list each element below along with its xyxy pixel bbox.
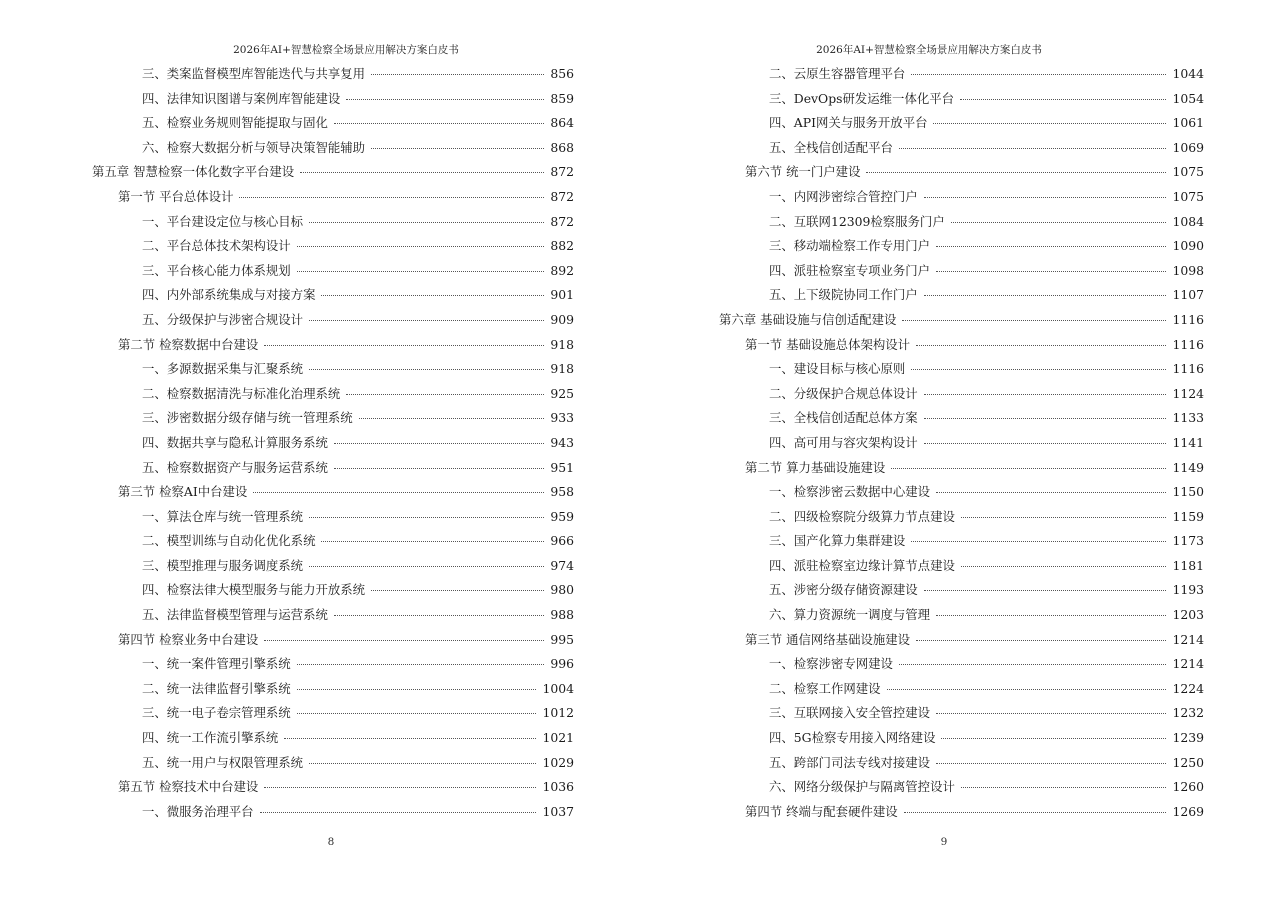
entry-page-number: 1084 [1172, 213, 1204, 229]
dot-leader [264, 640, 544, 641]
toc-subsection-entry[interactable] [92, 505, 574, 530]
toc-subsection-entry[interactable] [719, 726, 1204, 751]
toc-subsection-entry[interactable] [719, 480, 1204, 505]
toc-subsection-entry[interactable] [92, 308, 574, 333]
dot-leader [371, 590, 544, 591]
entry-title: 二、云原生容器管理平台 [769, 66, 906, 81]
entry-page-number: 1090 [1172, 238, 1204, 254]
toc-subsection-entry[interactable] [92, 210, 574, 235]
dot-leader [936, 615, 1166, 616]
entry-title: 四、法律知识图谱与案例库智能建设 [142, 90, 341, 106]
entry-title: 三、类案监督模型库智能迭代与共享复用 [142, 66, 366, 81]
toc-subsection-entry[interactable] [92, 554, 574, 579]
entry-page-number: 925 [550, 385, 574, 401]
entry-page-number: 1012 [542, 705, 574, 721]
dot-leader [284, 738, 536, 739]
entry-title: 五、统一用户与权限管理系统 [142, 754, 304, 770]
toc-chapter-entry[interactable] [719, 308, 1204, 333]
dot-leader [924, 394, 1167, 395]
entry-page-number: 1214 [1172, 656, 1204, 672]
dot-leader [924, 295, 1167, 296]
entry-title: 六、检察大数据分析与领导决策智能辅助 [142, 139, 366, 155]
dot-leader [936, 271, 1166, 272]
entry-title: 四、内外部系统集成与对接方案 [142, 287, 316, 303]
entry-page-number: 1239 [1172, 730, 1204, 746]
entry-page-number: 959 [550, 508, 574, 524]
dot-leader [371, 148, 544, 149]
entry-page-number: 1044 [1172, 66, 1204, 81]
dot-leader [924, 197, 1167, 198]
entry-title: 二、分级保护合规总体设计 [769, 385, 918, 401]
toc-subsection-entry[interactable] [719, 136, 1204, 161]
dot-leader [297, 689, 537, 690]
toc-subsection-entry[interactable] [719, 111, 1204, 136]
entry-page-number: 918 [550, 361, 574, 377]
toc-subsection-entry[interactable] [719, 775, 1204, 800]
right-page [633, 0, 1265, 898]
entry-title: 三、统一电子卷宗管理系统 [142, 705, 291, 721]
entry-title: 三、互联网接入安全管控建设 [769, 705, 931, 721]
entry-page-number: 1150 [1172, 484, 1204, 500]
entry-page-number: 859 [550, 90, 574, 106]
dot-leader [309, 566, 544, 567]
entry-title: 五、全栈信创适配平台 [769, 139, 893, 155]
toc-subsection-entry[interactable] [719, 382, 1204, 407]
dot-leader [309, 517, 544, 518]
entry-page-number: 995 [550, 631, 574, 647]
dot-leader [887, 689, 1167, 690]
entry-title: 一、内网涉密综合管控门户 [769, 188, 918, 204]
dot-leader [371, 74, 544, 75]
entry-page-number: 966 [550, 533, 574, 549]
entry-page-number: 872 [550, 188, 574, 204]
toc-section-entry[interactable] [719, 628, 1204, 653]
entry-title: 第四节 检察业务中台建设 [118, 631, 259, 647]
dot-leader [334, 443, 544, 444]
entry-page-number: 1069 [1172, 139, 1204, 155]
dot-leader [961, 517, 1167, 518]
entry-title: 二、互联网12309检察服务门户 [769, 213, 945, 229]
toc-subsection-entry[interactable] [719, 677, 1204, 702]
toc-subsection-entry[interactable] [719, 431, 1204, 456]
entry-title: 四、检察法律大模型服务与能力开放系统 [142, 582, 366, 598]
toc-subsection-entry[interactable] [92, 62, 574, 87]
entry-page-number: 909 [550, 311, 574, 327]
toc-subsection-entry[interactable] [92, 578, 574, 603]
entry-title: 五、检察数据资产与服务运营系统 [142, 459, 328, 475]
dot-leader [297, 664, 545, 665]
toc-subsection-entry[interactable] [719, 751, 1204, 776]
dot-leader [904, 812, 1167, 813]
dot-leader [916, 640, 1166, 641]
dot-leader [309, 222, 544, 223]
entry-page-number: 1061 [1172, 115, 1204, 131]
toc-subsection-entry[interactable] [719, 701, 1204, 726]
toc-subsection-entry[interactable] [92, 800, 574, 825]
dot-leader [239, 197, 544, 198]
entry-title: 三、全栈信创适配总体方案 [769, 410, 918, 426]
entry-page-number: 1224 [1172, 680, 1204, 696]
toc-subsection-entry[interactable] [719, 210, 1204, 235]
toc-subsection-entry[interactable] [92, 136, 574, 161]
entry-title: 一、算法仓库与统一管理系统 [142, 508, 304, 524]
toc-subsection-entry[interactable] [719, 529, 1204, 554]
entry-title: 第六节 统一门户建设 [745, 164, 861, 180]
toc-section-entry[interactable] [92, 480, 574, 505]
dot-leader [334, 468, 544, 469]
entry-page-number: 933 [550, 410, 574, 426]
entry-page-number: 1159 [1172, 508, 1204, 524]
entry-title: 一、检察涉密专网建设 [769, 656, 893, 672]
toc-subsection-entry[interactable] [92, 406, 574, 431]
entry-page-number: 1037 [542, 803, 574, 819]
dot-leader [260, 812, 537, 813]
entry-page-number: 988 [550, 607, 574, 623]
dot-leader [309, 763, 536, 764]
dot-leader [866, 172, 1166, 173]
entry-title: 四、5G检察专用接入网络建设 [769, 730, 936, 746]
dot-leader [297, 271, 545, 272]
entry-title: 五、检察业务规则智能提取与固化 [142, 115, 328, 131]
entry-title: 第一节 平台总体设计 [118, 188, 234, 204]
entry-title: 第三节 通信网络基础设施建设 [745, 631, 911, 647]
entry-title: 四、高可用与容灾架构设计 [769, 434, 918, 450]
entry-page-number: 1116 [1172, 361, 1204, 377]
entry-page-number: 1004 [542, 680, 574, 696]
entry-title: 一、微服务治理平台 [142, 803, 254, 819]
page-number: 8 [327, 836, 335, 848]
dot-leader [321, 541, 544, 542]
toc-subsection-entry[interactable] [719, 259, 1204, 284]
entry-title: 第四节 终端与配套硬件建设 [745, 803, 898, 819]
entry-page-number: 892 [550, 262, 574, 278]
entry-page-number: 1036 [542, 779, 574, 795]
toc-subsection-entry[interactable] [92, 652, 574, 677]
toc-subsection-entry[interactable] [92, 87, 574, 112]
entry-page-number: 1203 [1172, 607, 1204, 623]
entry-title: 一、统一案件管理引擎系统 [142, 656, 291, 672]
dot-leader [891, 468, 1166, 469]
toc-section-entry[interactable] [92, 775, 574, 800]
entry-page-number: 1124 [1172, 385, 1204, 401]
toc-subsection-entry[interactable] [92, 234, 574, 259]
entry-title: 五、涉密分级存储资源建设 [769, 582, 918, 598]
toc-subsection-entry[interactable] [92, 456, 574, 481]
entry-page-number: 1141 [1172, 434, 1204, 450]
toc-subsection-entry[interactable] [719, 87, 1204, 112]
entry-title: 四、派驻检察室专项业务门户 [769, 262, 931, 278]
toc-subsection-entry[interactable] [92, 357, 574, 382]
entry-page-number: 1054 [1172, 90, 1204, 106]
dot-leader [902, 320, 1166, 321]
dot-leader [924, 418, 1167, 419]
dot-leader [297, 713, 537, 714]
entry-page-number: 1173 [1172, 533, 1204, 549]
table-of-contents [719, 62, 1204, 824]
entry-title: 五、跨部门司法专线对接建设 [769, 754, 931, 770]
toc-section-entry[interactable] [719, 456, 1204, 481]
entry-title: 三、DevOps研发运维一体化平台 [769, 90, 955, 106]
entry-page-number: 1232 [1172, 705, 1204, 721]
entry-title: 五、分级保护与涉密合规设计 [142, 311, 304, 327]
dot-leader [334, 615, 544, 616]
dot-leader [936, 246, 1166, 247]
entry-page-number: 1029 [542, 754, 574, 770]
toc-subsection-entry[interactable] [719, 505, 1204, 530]
entry-title: 五、法律监督模型管理与运营系统 [142, 607, 328, 623]
entry-page-number: 1214 [1172, 631, 1204, 647]
toc-section-entry[interactable] [719, 800, 1204, 825]
left-page [0, 0, 632, 898]
dot-leader [924, 443, 1167, 444]
toc-subsection-entry[interactable] [719, 357, 1204, 382]
entry-title: 二、统一法律监督引擎系统 [142, 680, 291, 696]
entry-page-number: 1075 [1172, 164, 1204, 180]
toc-subsection-entry[interactable] [719, 578, 1204, 603]
dot-leader [321, 295, 544, 296]
entry-title: 三、国产化算力集群建设 [769, 533, 906, 549]
entry-page-number: 1181 [1172, 557, 1204, 573]
entry-title: 一、检察涉密云数据中心建设 [769, 484, 931, 500]
dot-leader [936, 713, 1166, 714]
entry-title: 第一节 基础设施总体架构设计 [745, 336, 911, 352]
entry-page-number: 1107 [1172, 287, 1204, 303]
toc-section-entry[interactable] [92, 628, 574, 653]
entry-page-number: 958 [550, 484, 574, 500]
entry-page-number: 1021 [542, 730, 574, 746]
toc-subsection-entry[interactable] [719, 652, 1204, 677]
entry-title: 三、涉密数据分级存储与统一管理系统 [142, 410, 353, 426]
entry-title: 二、四级检察院分级算力节点建设 [769, 508, 955, 524]
entry-page-number: 1098 [1172, 262, 1204, 278]
entry-page-number: 951 [550, 459, 574, 475]
toc-subsection-entry[interactable] [92, 431, 574, 456]
toc-subsection-entry[interactable] [719, 234, 1204, 259]
toc-section-entry[interactable] [719, 160, 1204, 185]
dot-leader [911, 369, 1166, 370]
entry-title: 三、平台核心能力体系规划 [142, 262, 291, 278]
toc-subsection-entry[interactable] [719, 554, 1204, 579]
dot-leader [297, 246, 545, 247]
page-number: 9 [940, 836, 948, 848]
dot-leader [924, 590, 1167, 591]
entry-title: 六、算力资源统一调度与管理 [769, 607, 931, 623]
toc-section-entry[interactable] [92, 333, 574, 358]
entry-page-number: 872 [550, 164, 574, 180]
dot-leader [933, 123, 1166, 124]
toc-subsection-entry[interactable] [719, 283, 1204, 308]
toc-chapter-entry[interactable] [92, 160, 574, 185]
dot-leader [264, 345, 544, 346]
toc-subsection-entry[interactable] [719, 603, 1204, 628]
entry-title: 第二节 算力基础设施建设 [745, 459, 886, 475]
entry-title: 三、模型推理与服务调度系统 [142, 557, 304, 573]
dot-leader [264, 787, 536, 788]
toc-subsection-entry[interactable] [719, 406, 1204, 431]
entry-page-number: 943 [550, 434, 574, 450]
entry-title: 一、平台建设定位与核心目标 [142, 213, 304, 229]
dot-leader [346, 99, 544, 100]
toc-subsection-entry[interactable] [92, 382, 574, 407]
entry-page-number: 901 [550, 287, 574, 303]
running-header: 2026年AI+智慧检察全场景应用解决方案白皮书 [816, 44, 1042, 56]
entry-title: 第五章 智慧检察一体化数字平台建设 [92, 164, 295, 180]
dot-leader [300, 172, 544, 173]
entry-title: 四、API网关与服务开放平台 [769, 115, 928, 131]
toc-subsection-entry[interactable] [92, 111, 574, 136]
dot-leader [936, 763, 1166, 764]
toc-section-entry[interactable] [92, 185, 574, 210]
toc-subsection-entry[interactable] [92, 603, 574, 628]
toc-subsection-entry[interactable] [92, 259, 574, 284]
entry-page-number: 872 [550, 213, 574, 229]
entry-page-number: 1193 [1172, 582, 1204, 598]
entry-page-number: 1149 [1172, 459, 1204, 475]
entry-page-number: 1116 [1172, 336, 1204, 352]
entry-page-number: 1133 [1172, 410, 1204, 426]
dot-leader [911, 541, 1166, 542]
dot-leader [961, 787, 1167, 788]
entry-title: 二、平台总体技术架构设计 [142, 238, 291, 254]
entry-title: 四、派驻检察室边缘计算节点建设 [769, 557, 955, 573]
entry-page-number: 974 [550, 557, 574, 573]
entry-page-number: 1260 [1172, 779, 1204, 795]
dot-leader [899, 148, 1167, 149]
entry-title: 一、建设目标与核心原则 [769, 361, 906, 377]
entry-title: 五、上下级院协同工作门户 [769, 287, 918, 303]
dot-leader [899, 664, 1167, 665]
entry-title: 第三节 检察AI中台建设 [118, 484, 248, 500]
toc-subsection-entry[interactable] [92, 751, 574, 776]
entry-page-number: 864 [550, 115, 574, 131]
dot-leader [309, 320, 544, 321]
dot-leader [941, 738, 1166, 739]
dot-leader [960, 99, 1166, 100]
dot-leader [309, 369, 544, 370]
toc-subsection-entry[interactable] [92, 283, 574, 308]
dot-leader [961, 566, 1167, 567]
toc-section-entry[interactable] [719, 333, 1204, 358]
entry-title: 第五节 检察技术中台建设 [118, 779, 259, 795]
entry-page-number: 918 [550, 336, 574, 352]
dot-leader [346, 394, 544, 395]
dot-leader [253, 492, 544, 493]
entry-title: 六、网络分级保护与隔离管控设计 [769, 779, 955, 795]
entry-title: 第二节 检察数据中台建设 [118, 336, 259, 352]
entry-page-number: 856 [550, 66, 574, 81]
entry-page-number: 868 [550, 139, 574, 155]
entry-title: 二、模型训练与自动化优化系统 [142, 533, 316, 549]
dot-leader [334, 123, 544, 124]
toc-subsection-entry[interactable] [92, 529, 574, 554]
entry-title: 第六章 基础设施与信创适配建设 [719, 311, 897, 327]
entry-title: 二、检察工作网建设 [769, 680, 881, 696]
entry-title: 三、移动端检察工作专用门户 [769, 238, 931, 254]
dot-leader [951, 222, 1167, 223]
dot-leader [359, 418, 545, 419]
entry-title: 四、数据共享与隐私计算服务系统 [142, 434, 328, 450]
entry-page-number: 882 [550, 238, 574, 254]
toc-subsection-entry[interactable] [92, 677, 574, 702]
entry-title: 二、检察数据清洗与标准化治理系统 [142, 385, 341, 401]
toc-subsection-entry[interactable] [719, 185, 1204, 210]
dot-leader [916, 345, 1166, 346]
toc-subsection-entry[interactable] [719, 62, 1204, 87]
entry-page-number: 996 [550, 656, 574, 672]
dot-leader [911, 74, 1166, 75]
entry-page-number: 1075 [1172, 188, 1204, 204]
table-of-contents [92, 62, 574, 824]
entry-title: 一、多源数据采集与汇聚系统 [142, 361, 304, 377]
entry-page-number: 1116 [1172, 311, 1204, 327]
toc-subsection-entry[interactable] [92, 726, 574, 751]
entry-page-number: 1269 [1172, 803, 1204, 819]
entry-title: 四、统一工作流引擎系统 [142, 730, 279, 746]
dot-leader [936, 492, 1166, 493]
running-header: 2026年AI+智慧检察全场景应用解决方案白皮书 [233, 44, 459, 56]
entry-page-number: 1250 [1172, 754, 1204, 770]
toc-subsection-entry[interactable] [92, 701, 574, 726]
entry-page-number: 980 [550, 582, 574, 598]
